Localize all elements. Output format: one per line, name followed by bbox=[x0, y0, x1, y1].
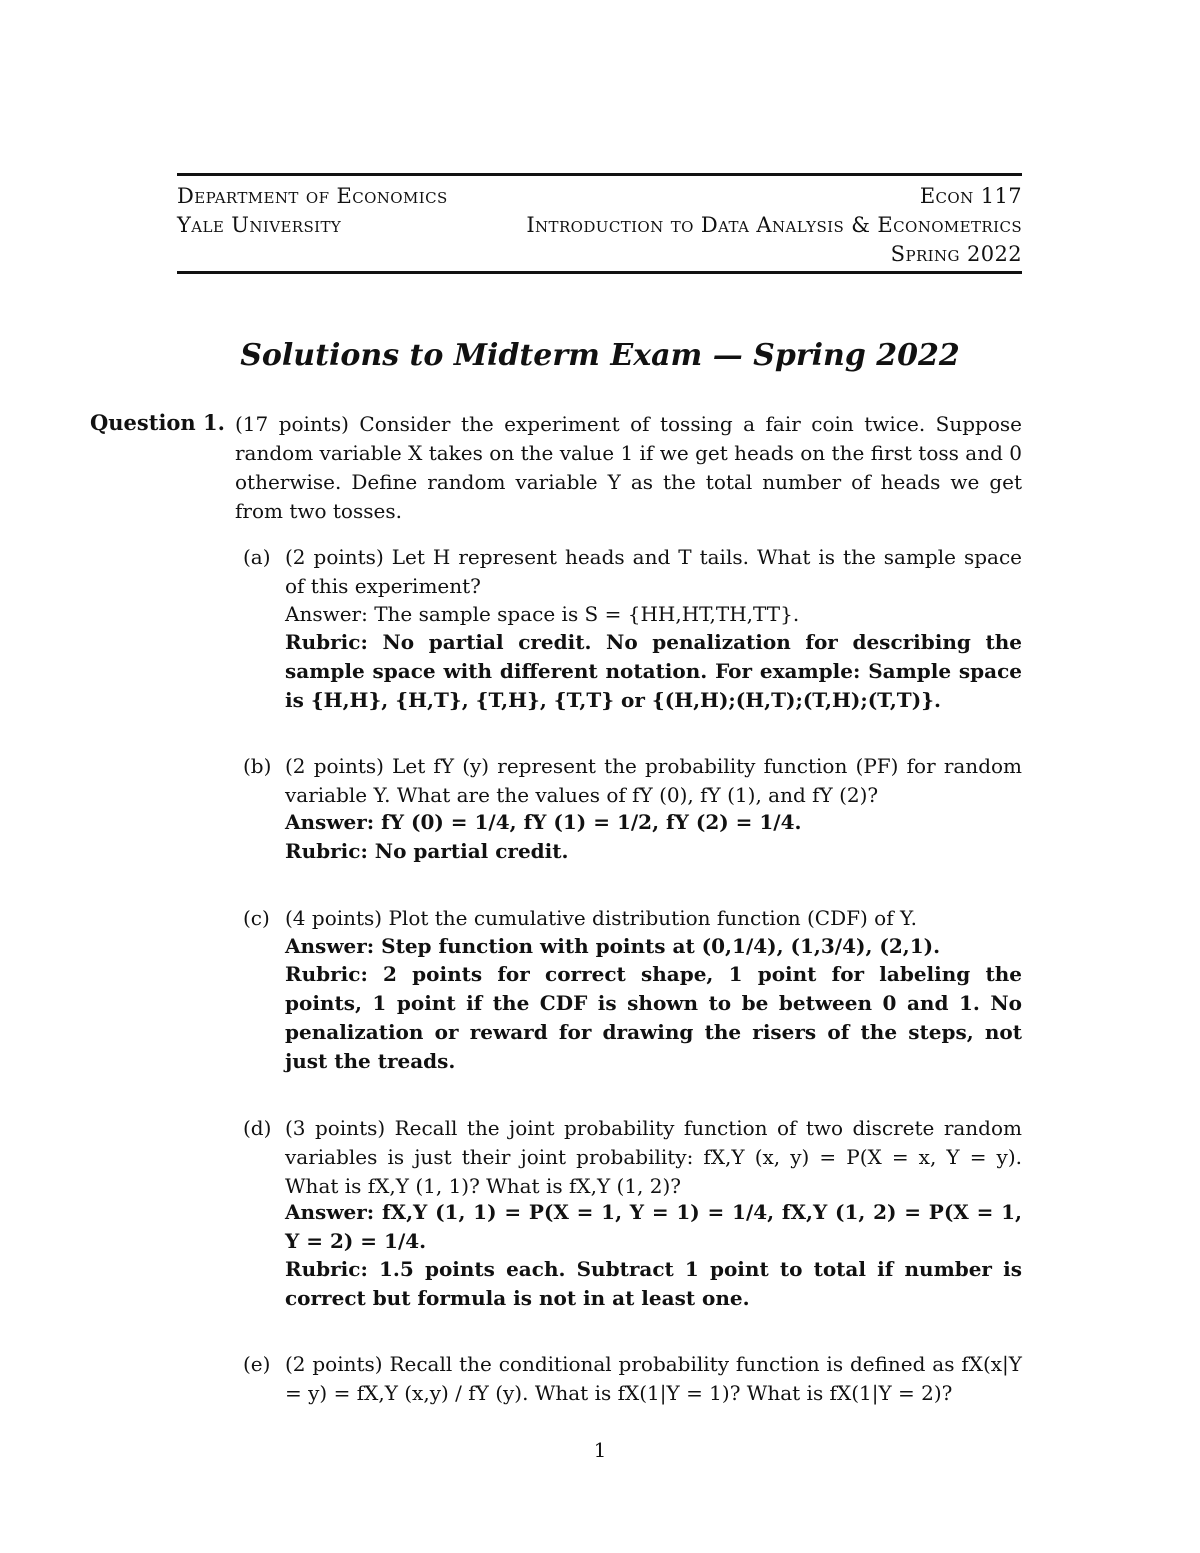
part-d-prompt: (3 points) Recall the joint probability function of two discrete random variables is just their joint probability: fX,Y (x, y) = P(X = x, Y = y). What is fX,Y (1, 1)? What is fX,Y (1, 2)? bbox=[285, 1116, 1022, 1198]
header-department: Department of Economics bbox=[177, 184, 448, 208]
part-b-label: (b) bbox=[243, 754, 272, 778]
part-d-label: (d) bbox=[243, 1116, 272, 1140]
part-e-label: (e) bbox=[243, 1352, 271, 1376]
part-c-answer: Answer: Step function with points at (0,1/4), (1,3/4), (2,1). bbox=[285, 934, 941, 958]
part-b-rubric: Rubric: No partial credit. bbox=[285, 839, 569, 863]
question-text: (17 points) Consider the experiment of tossing a fair coin twice. Suppose random variable X takes on the value 1 if we get heads on the first toss and 0 otherwise. Define random variable Y as the total number of heads we get from two tosses. bbox=[235, 412, 1022, 523]
header-top-rule bbox=[177, 173, 1022, 176]
header-term: Spring 2022 bbox=[890, 242, 1022, 266]
part-d-rubric: Rubric: 1.5 points each. Subtract 1 point to total if number is correct but formula is not in at least one. bbox=[285, 1257, 1022, 1310]
part-c-rubric: Rubric: 2 points for correct shape, 1 point for labeling the points, 1 point if the CDF is shown to be between 0 and 1. No penalization or reward for drawing the risers of the steps, not just the treads. bbox=[285, 962, 1022, 1073]
part-b-prompt: (2 points) Let fY (y) represent the probability function (PF) for random variable Y. What are the values of fY (0), fY (1), and fY (2)? bbox=[285, 754, 1022, 807]
part-e-prompt: (2 points) Recall the conditional probability function is defined as fX(x|Y = y) = fX,Y (x,y) / fY (y). What is fX(1|Y = 1)? What is fX(1|Y = 2)? bbox=[285, 1352, 1022, 1405]
document-title: Solutions to Midterm Exam — Spring 2022 bbox=[240, 338, 960, 373]
question-label: Question 1. bbox=[90, 410, 225, 435]
part-a-label: (a) bbox=[243, 545, 271, 569]
header-university: Yale University bbox=[177, 213, 342, 237]
part-a-prompt: (2 points) Let H represent heads and T tails. What is the sample space of this experiment? bbox=[285, 545, 1022, 598]
part-d-answer: Answer: fX,Y (1, 1) = P(X = 1, Y = 1) = 1/4, fX,Y (1, 2) = P(X = 1, Y = 2) = 1/4. bbox=[285, 1200, 1022, 1253]
header-bottom-rule bbox=[177, 271, 1022, 274]
part-b-answer: Answer: fY (0) = 1/4, fY (1) = 1/2, fY (2) = 1/4. bbox=[285, 810, 802, 834]
part-c-label: (c) bbox=[243, 906, 270, 930]
part-c-prompt: (4 points) Plot the cumulative distribution function (CDF) of Y. bbox=[285, 906, 917, 930]
part-a-answer: Answer: The sample space is S = {HH,HT,TH,TT}. bbox=[285, 602, 800, 626]
header-course-number: Econ 117 bbox=[919, 184, 1022, 208]
part-a-rubric: Rubric: No partial credit. No penalization for describing the sample space with different notation. For example: Sample space is {H,H}, {H,T}, {T,H}, {T,T} or {(H,H);(H,T);(T,H);(T,T)}. bbox=[285, 630, 1022, 712]
page-number: 1 bbox=[593, 1438, 607, 1462]
header-course-title: Introduction to Data Analysis & Econometrics bbox=[526, 213, 1022, 237]
